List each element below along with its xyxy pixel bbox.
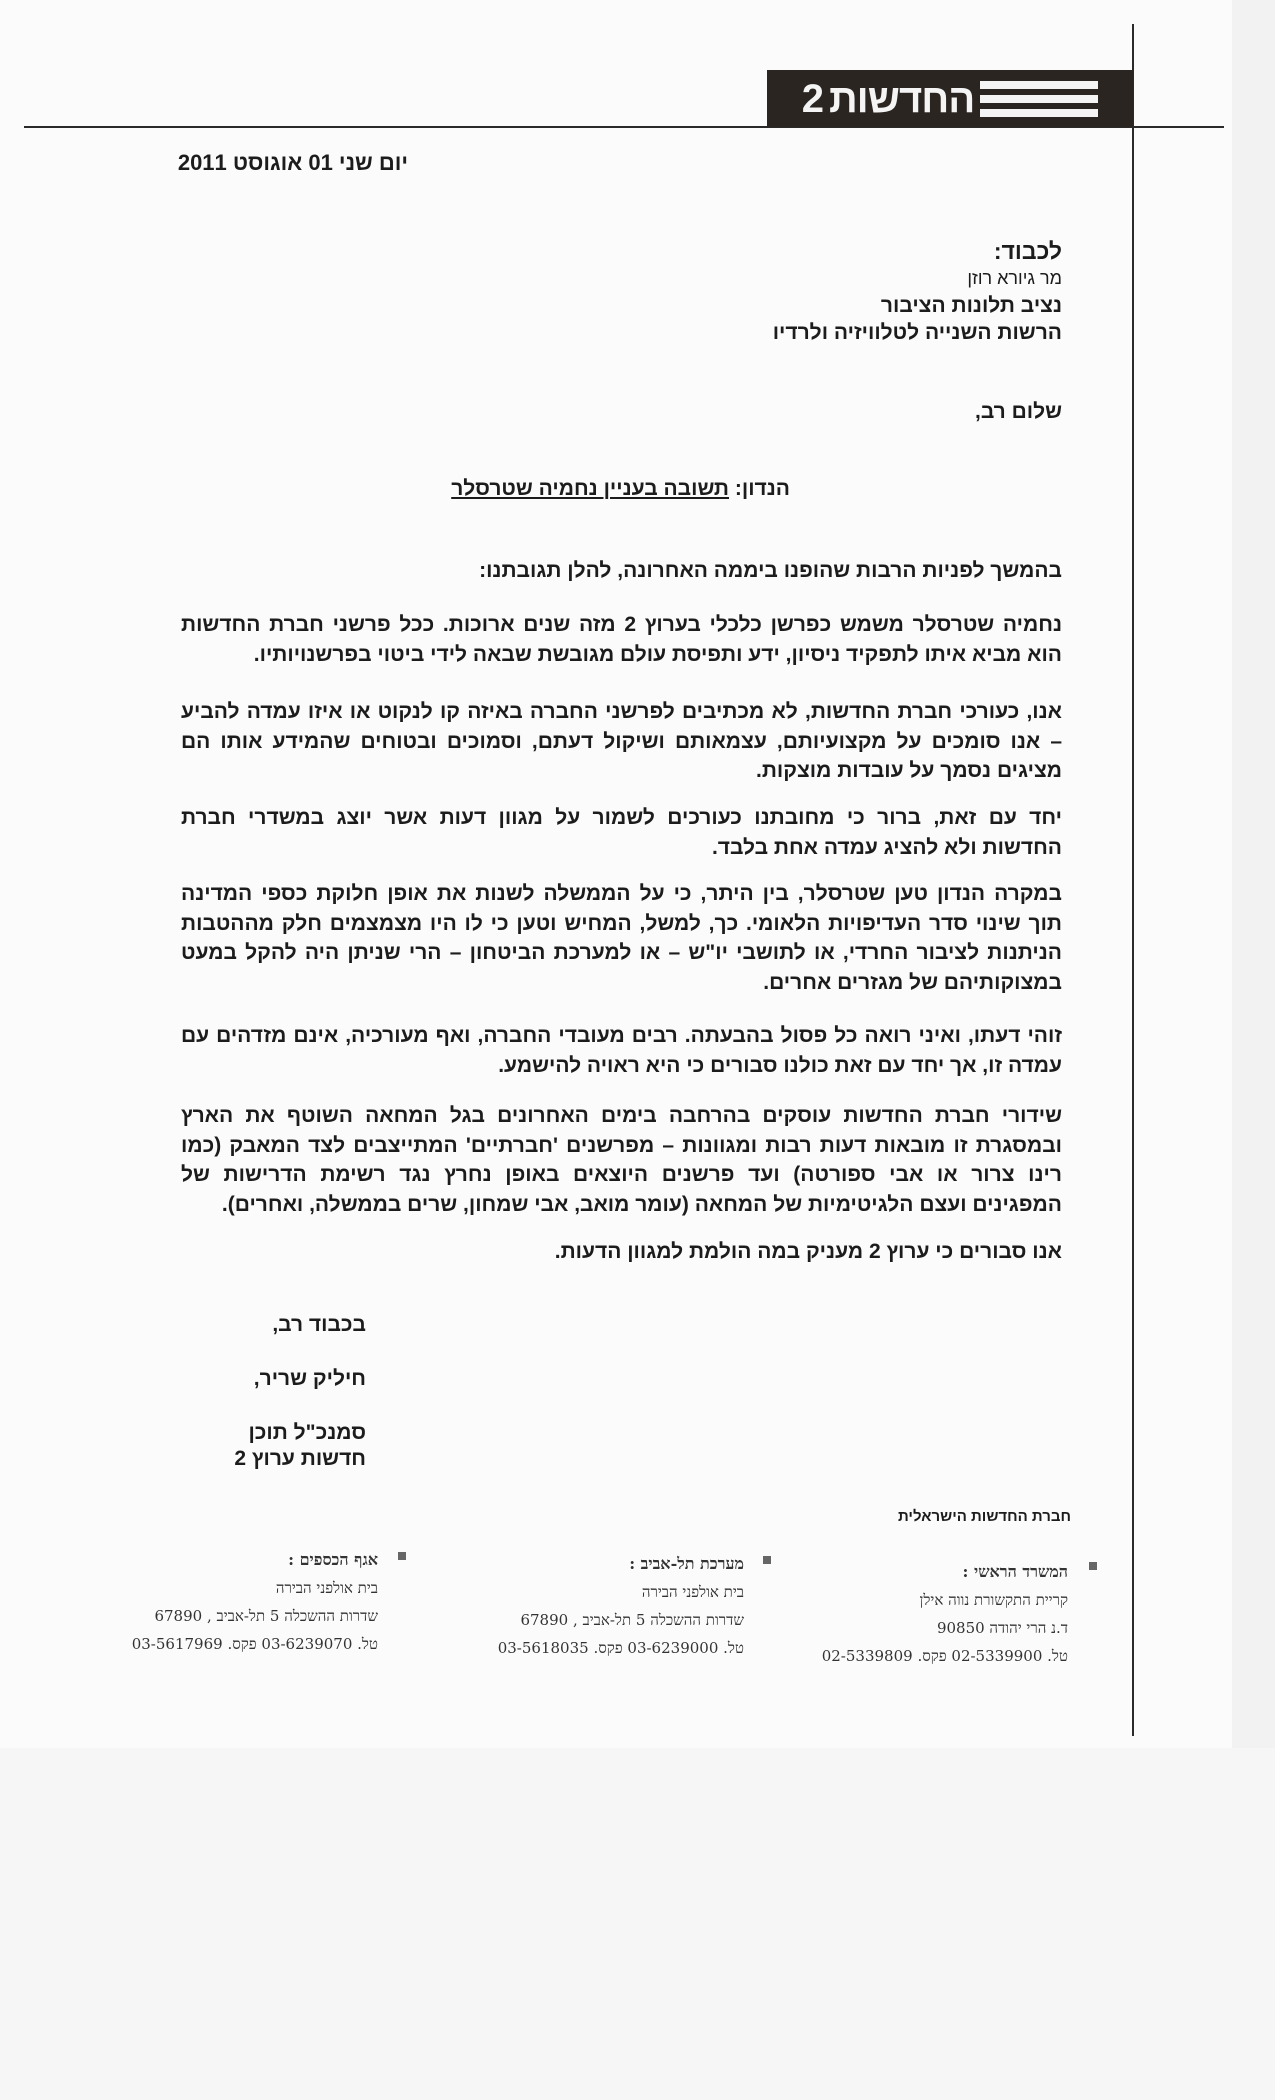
body-paragraph: [181, 803, 1062, 862]
office-title: אגף הכספים :: [288, 1550, 378, 1569]
office-line: בית אולפני הבירה: [641, 1583, 744, 1601]
closing-regards: בכבוד רב,: [272, 1313, 366, 1336]
office-line: קריית התקשורת נווה אילן: [919, 1591, 1068, 1609]
body-paragraph: [181, 879, 1062, 997]
paragraph-line: רינו צרור או אבי ספורטה) ועד פרשנים היוצאים באופן נחרץ נגד רשימת הדרישות של: [181, 1163, 1062, 1186]
paragraph-line: נחמיה שטרסלר משמש כפרשן כלכלי בערוץ 2 מזה שנים ארוכות. ככל פרשני חברת החדשות: [181, 613, 1063, 636]
office-title: מערכת תל-אביב :: [629, 1554, 744, 1573]
footer-office-tel-aviv: [498, 1550, 744, 1662]
paragraph-line: יחד עם זאת, ברור כי מחובתנו כעורכים לשמור על מגוון דעות אשר יוצג במשדרי חברת: [181, 806, 1062, 829]
recipient-name: מר גיורא רוזן: [967, 268, 1062, 288]
office-line: שדרות ההשכלה 5 תל-אביב , 67890: [520, 1611, 744, 1629]
vertical-rule: [1132, 24, 1134, 1736]
office-line: ד.נ הרי יהודה 90850: [936, 1619, 1068, 1637]
paragraph-line: – אנו סומכים על מקצועיותם, עצמאותם ושיקול דעתם, וסמוכים ובטוחים שהמידע אותו הם: [181, 729, 1062, 753]
recipient-block: [773, 238, 1062, 346]
paragraph-line: המפגינים ועצם הלגיטימיות של המחאה (עומר מואב, אבי שמחון, שרים בממשלה, ואחרים).: [221, 1192, 1062, 1216]
paragraph-line: במקרה הנדון טען שטרסלר, בין היתר, כי על הממשלה לשנות את אופן חלוקת כספי המדינה: [181, 882, 1062, 905]
recipient-org: הרשות השנייה לטלוויזיה ולרדיו: [772, 321, 1062, 344]
paragraph-line: בהמשך לפניות הרבות שהופנו ביממה האחרונה, להלן תגובתנו:: [479, 559, 1062, 582]
channel-2-news-logo: [767, 70, 1133, 127]
footer-office-finance: [132, 1546, 378, 1658]
paragraph-line: מציגים נסמך על עובדות מוצקות.: [756, 759, 1062, 782]
paragraph-line: הוא מביא איתו לתפקיד ניסיון, ידע ותפיסת עולם מגובשת שבאה לידי ביטוי בפרשנויותיו.: [253, 642, 1062, 666]
paragraph-line: אנו סבורים כי ערוץ 2 מעניק במה הולמת למגוון הדעות.: [554, 1240, 1062, 1263]
scan-margin: [1232, 0, 1275, 1748]
body-paragraph: [181, 1101, 1062, 1219]
office-title: המשרד הראשי :: [962, 1562, 1068, 1581]
greeting: שלום רב,: [975, 400, 1062, 423]
body-paragraph: [181, 610, 1062, 669]
paragraph-line: עמדה זו, אך יחד עם זאת כולנו סבורים כי היא ראויה להישמע.: [498, 1053, 1062, 1077]
bullet-icon: [763, 1556, 771, 1564]
paragraph-line: הניתנות לציבור החרדי, או לתושבי יו"ש – או למערכת הביטחון – הרי שניתן היה להקל במעט: [181, 941, 1062, 964]
footer-office-main: [822, 1558, 1068, 1670]
recipient-title: נציב תלונות הציבור: [880, 294, 1062, 317]
paragraph-line: שידורי חברת החדשות עוסקים בהרחבה בימים האחרונים בגל המחאה השוטף את הארץ: [181, 1104, 1062, 1127]
subject-line: [451, 477, 790, 501]
office-line: טל. 03-6239070 פקס. 03-5617969: [131, 1635, 378, 1653]
paragraph-line: במצוקותיהם של מגזרים אחרים.: [763, 970, 1062, 994]
paragraph-line: החדשות ולא להציג עמדה אחת בלבד.: [711, 835, 1062, 859]
logo-bars-icon: [980, 81, 1098, 117]
logo-text: החדשות: [828, 76, 975, 121]
logo-number: 2: [801, 76, 823, 121]
body-paragraph: [181, 1021, 1062, 1080]
signer-title: סמנכ"ל תוכן: [248, 1421, 366, 1444]
signer-name: חיליק שריר,: [253, 1367, 366, 1390]
recipient-salutation: לכבוד:: [993, 238, 1062, 264]
signer-department: חדשות ערוץ 2: [234, 1447, 366, 1470]
subject-text: תשובה בעניין נחמיה שטרסלר: [451, 477, 730, 500]
office-line: בית אולפני הבירה: [275, 1579, 378, 1597]
paragraph-line: ובמסגרת זו מובאות דעות רבות ומגוונות – מפרשנים 'חברתיים' המתייצבים לצד המאבק (כמו: [181, 1133, 1062, 1157]
body-paragraph: [181, 697, 1062, 786]
bullet-icon: [398, 1552, 406, 1560]
paragraph-line: אנו, כעורכי חברת החדשות, לא מכתיבים לפרשני החברה באיזה קו לנקוט או איזו עמדה להביע: [181, 700, 1062, 723]
office-line: טל. 03-6239000 פקס. 03-5618035: [497, 1639, 744, 1657]
paragraph-line: תוך שינוי סדר העדיפויות הלאומי. כך, למשל, המחיש וטען כי לו היו מצמצמים חלק מההטבות: [181, 911, 1062, 935]
letter-date: יום שני 01 אוגוסט 2011: [177, 150, 408, 175]
paragraph-line: זוהי דעתו, ואיני רואה כל פסול בהבעתה. רבים מעובדי החברה, ואף מעורכיה, אינם מזדהים עם: [181, 1024, 1062, 1047]
office-line: שדרות ההשכלה 5 תל-אביב , 67890: [154, 1607, 378, 1625]
subject-label: הנדון:: [734, 477, 790, 500]
office-line: טל. 02-5339900 פקס. 02-5339809: [821, 1647, 1068, 1665]
body-paragraph: [181, 556, 1062, 586]
footer-company: חברת החדשות הישראלית: [897, 1508, 1071, 1525]
bullet-icon: [1089, 1562, 1097, 1570]
body-paragraph: [181, 1237, 1062, 1267]
